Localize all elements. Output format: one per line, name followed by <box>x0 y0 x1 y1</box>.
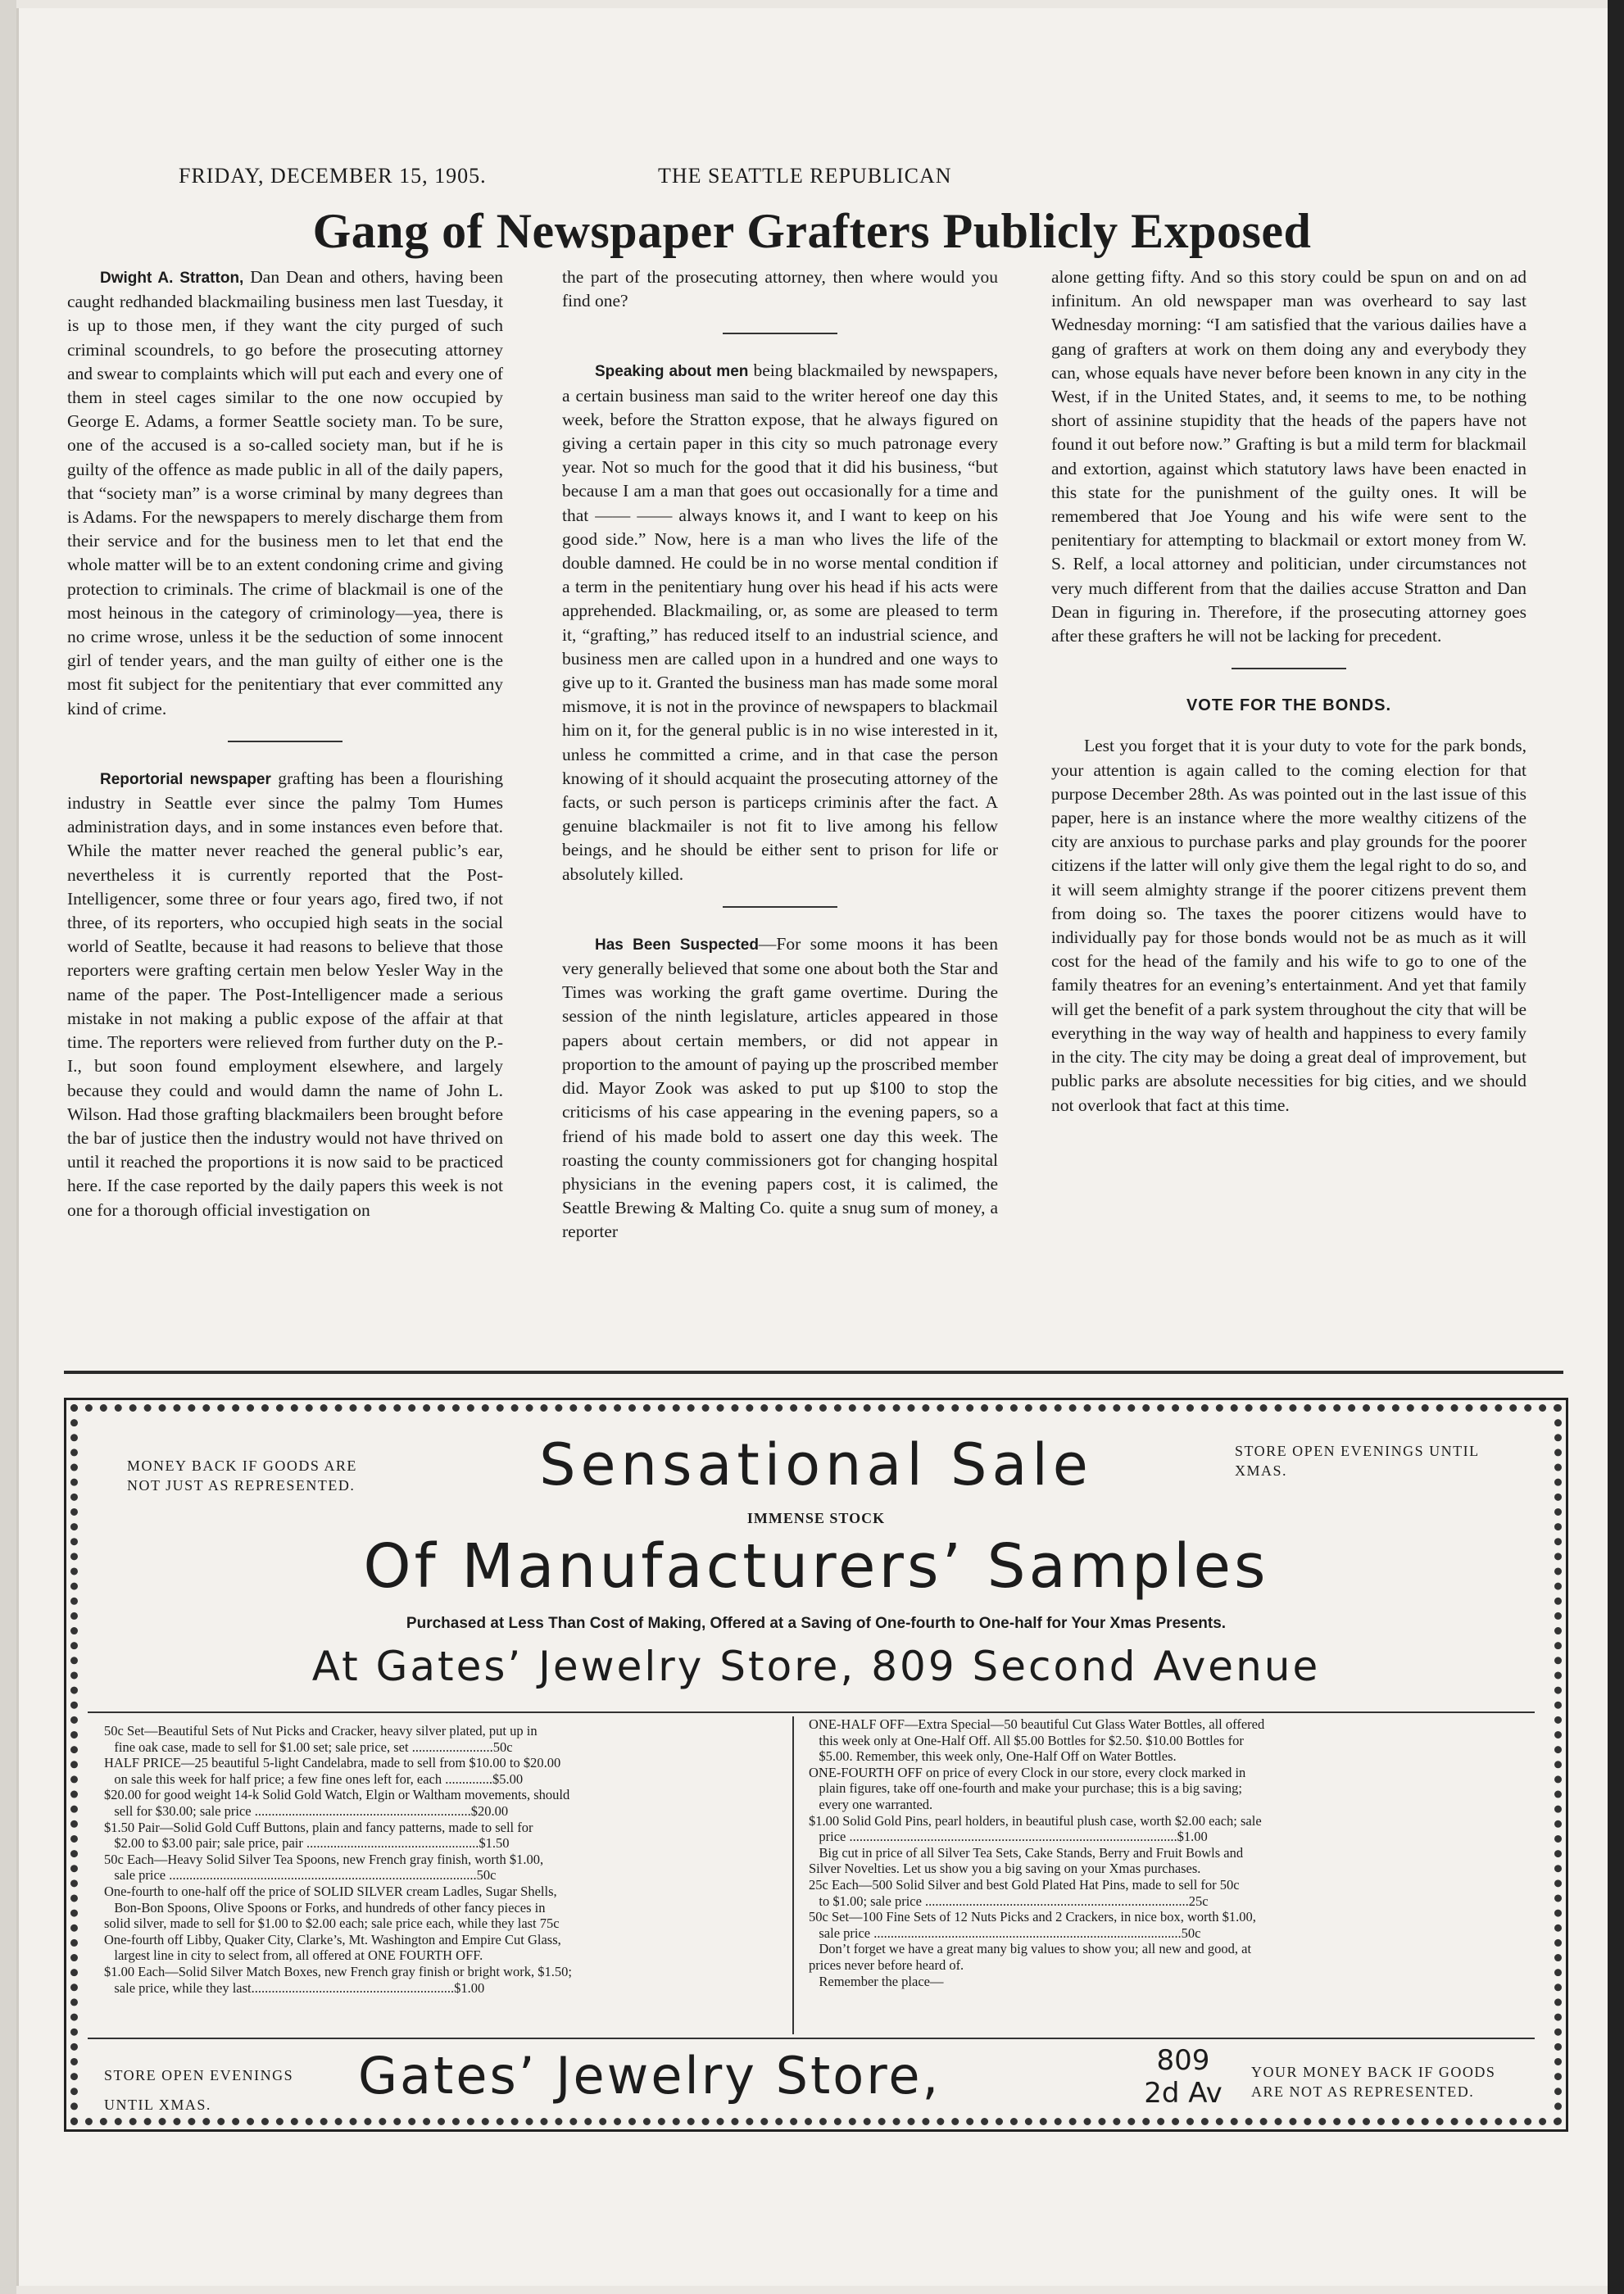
page-header <box>0 164 1624 197</box>
ad-title-sensational: Sensational Sale <box>539 1431 1093 1498</box>
page-left-edge <box>0 0 16 2294</box>
ad-item-line: this week only at One-Half Off. All $5.00 Bottles for $2.50. $10.00 Bottles for <box>809 1732 1244 1748</box>
ad-items-left <box>104 1723 784 1996</box>
paragraph-text: being blackmailed by newspapers, a certain business man said to the writer hereof one day this week, before the Stratton expose, that he always figured on giving a certain paper in this city so much patronage every year. Not so much for the good that it did his business, “but because I am a man that goes out occasionally for a time and that —— —— always knows it, and I want to keep on his good side.” Now, here is a man who lives the life of the double damned. He could be in no worse mental condition if a term in the penitentiary hung over his head if his acts were apprehended. Blackmailing, or, as some are pleased to term it, “grafting,” has reduced itself to an industrial science, and business men are called upon in a hundred and one ways to give up to it. Granted the business man has made some moral mismove, it is not in the province of newspapers to blackmail him on it, for the general public is in no wise interested in it, unless he committed a crime, and in that case the person knowing of it should acquaint the prosecuting attorney of the facts, or such person is particeps criminis after the fact. A genuine blackmailer is not fit to live among his fellow beings, and he should be either sent to prison for life or absolutely killed. <box>562 360 998 884</box>
article-column-2 <box>562 265 998 1244</box>
ad-list-top-rule <box>88 1711 1535 1713</box>
ad-item-line: $1.00 Each—Solid Silver Match Boxes, new French gray finish or bright work, $1.50; <box>104 1963 572 1979</box>
ad-item-line: sale price ...........................................................................................50c <box>809 1925 1201 1941</box>
ad-bottom-store-name: Gates’ Jewelry Store, <box>358 2046 941 2106</box>
ad-item-line: Remember the place— <box>809 1973 944 1989</box>
subheading-vote-bonds: VOTE FOR THE BONDS. <box>1186 696 1392 715</box>
ad-list-column-divider <box>792 1716 794 2034</box>
ad-item-line: $2.00 to $3.00 pair; sale price, pair ...................................................$1.50 <box>104 1835 510 1852</box>
ad-list-bottom-rule <box>88 2038 1535 2039</box>
ad-item-line: Bon-Bon Spoons, Olive Spoons or Forks, and hundreds of other fancy pieces in <box>104 1899 546 1915</box>
section-rule <box>723 333 837 334</box>
ad-item-line: Don’t forget we have a great many big values to show you; all new and good, at <box>809 1941 1252 1957</box>
paragraph-suspected <box>562 932 998 1244</box>
ad-item-line: HALF PRICE—25 beautiful 5-light Candelabra, made to sell from $10.00 to $20.00 <box>104 1755 561 1771</box>
ad-item-line: ONE-FOURTH OFF on price of every Clock in our store, every clock marked in <box>809 1764 1246 1780</box>
store-hours-bottom: STORE OPEN EVENINGS UNTIL XMAS. <box>104 2067 294 2113</box>
ad-item-line: sell for $30.00; sale price ................................................................$20.00 <box>104 1802 509 1819</box>
ad-item-line: $1.00 Solid Gold Pins, pearl holders, in beautiful plush case, worth $2.00 each; sale <box>809 1812 1262 1829</box>
store-hours-note: STORE OPEN EVENINGS UNTIL XMAS. <box>1235 1443 1479 1479</box>
ad-item-line: Silver Novelties. Let us show you a big saving on your Xmas purchases. <box>809 1861 1201 1877</box>
paragraph-continued: alone getting fifty. And so this story could be spun on and on ad infinitum. An old newspaper man was overheard to say last Wednesday morning: “I am satisfied that the various dailies have a gang of grafters at work on them doing any and everybody they can, whose equals have never before been known in any city in the West, if in the United States, and, it seems to me, to be nothing short of assinine stupidity that the heads of the papers have not found it out before now.” Grafting is but a mild term for blackmail and extortion, against which statutory laws have been enacted in this state for the punishment of the guilty ones. It will be remembered that Joe Young and his wife were sent to the penitentiary for attempting to blackmail or extort money from W. S. Relf, a local attorney and politician, under circumstances not very much different from that the dailies accuse Stratton and Dan Dean in figuring in. Therefore, if the prosecuting attorney goes after these grafters he will not be lacking for precedent. <box>1051 267 1526 646</box>
article-column-1 <box>67 265 503 1222</box>
paragraph-text: grafting has been a flourishing industry in Seattle ever since the palmy Tom Humes administration days, and in some instances even before that. While the matter never reached the general public’s ear, nevertheless it is currently reported that the Post-Intelligencer, some three or four years ago, fired two, if not three, of its reporters, who occupied high seats in the social world of Seatlte, because it had reasons to believe that those reporters were grafting certain men below Yesler Way in the name of the paper. The Post-Intelligencer made a serious mistake in not making a public expose of the affair at that time. The reporters were relieved from further duty on the P.-I., but soon found employment elsewhere, and largely because they could and would damn the name of John L. Wilson. Had those grafting blackmailers been brought before the bar of justice then the industry would not have thrived on until it reached the proportions it is now said to be practiced here. If the case reported by the daily papers this week is not one for a thorough official investigation on <box>67 768 503 1220</box>
advertisement-box <box>64 1398 1568 2132</box>
paragraph-bonds: Lest you forget that it is your duty to vote for the park bonds, your attention is again called to the coming election for that purpose December 28th. As was pointed out in the last issue of this paper, here is an instance where the more wealthy citizens of the city are anxious to purchase parks and play grounds for the poorer citizens if the latter will only give them the legal right to do so, and it will seem almighty strange if the poorer citizens prevent them from doing so. The taxes the poorer citizens would have to individually pay for those bonds would not be as much as it will cost for the head of the family and his wife to go to one of the family theatres for an evening’s entertainment. And yet that family will get the benefit of a park system throughout the city that will be everything in the way way of health and happiness to every family in the city. The city may be doing a great deal of improvement, but public parks are absolute necessities for big cities, and we should not overlook that fact at this time. <box>1051 736 1526 1115</box>
ad-store-line: At Gates’ Jewelry Store, 809 Second Avenue <box>311 1643 1321 1690</box>
ad-item-line: sale price, while they last............................................................$1.00 <box>104 1979 485 1996</box>
ad-item-line: largest line in city to select from, all offered at ONE FOURTH OFF. <box>104 1947 483 1964</box>
paragraph-stratton <box>67 265 503 721</box>
paragraph-text: —For some moons it has been very generally believed that some one about both the Star and Times was working the graft game overtime. During the session of the ninth legislature, articles appeared in those papers about certain members, or did not appear in proportion to the amount of paying up the proscribed member did. Mayor Zook was asked to put up $100 to stop the criticisms of his case appearing in the evening papers, so a friend of his made bold to assert one day this week. The roasting the county commissioners got for changing hospital physicians in the evening papers cost, it is calimed, the Seattle Brewing & Malting Co. quite a snug sum of money, a reporter <box>562 933 998 1242</box>
issue-date: FRIDAY, DECEMBER 15, 1905. <box>179 164 487 188</box>
ad-item-line: 50c Each—Heavy Solid Silver Tea Spoons, new French gray finish, worth $1.00, <box>104 1851 544 1867</box>
ad-item-line: 50c Set—100 Fine Sets of 12 Nuts Picks and 2 Crackers, in nice box, worth $1.00, <box>809 1909 1256 1925</box>
page-divider <box>64 1371 1563 1374</box>
ad-item-line: 50c Set—Beautiful Sets of Nut Picks and Cracker, heavy silver plated, put up in <box>104 1723 538 1739</box>
paragraph-continued: the part of the prosecuting attorney, then where would you find one? <box>562 267 998 311</box>
newspaper-name: THE SEATTLE REPUBLICAN <box>658 164 952 188</box>
ad-item-line: every one warranted. <box>809 1796 933 1812</box>
ad-title-samples: Of Manufacturers’ Samples <box>363 1531 1269 1602</box>
ad-items-right <box>809 1716 1530 1989</box>
ad-item-line: price .................................................................................................$1.00 <box>809 1829 1208 1845</box>
money-back-bottom: YOUR MONEY BACK IF GOODS ARE NOT AS REPRESENTED. <box>1251 2064 1496 2100</box>
ad-item-line: $20.00 for good weight 14-k Solid Gold Watch, Elgin or Waltham movements, should <box>104 1787 570 1803</box>
lead-in: Dwight A. Stratton, <box>100 270 244 287</box>
ad-item-line: sale price ...........................................................................................50c <box>104 1867 497 1884</box>
lead-in: Reportorial newspaper <box>100 770 271 788</box>
main-headline: Gang of Newspaper Grafters Publicly Exposed <box>312 204 1312 258</box>
ad-item-line: prices never before heard of. <box>809 1956 964 1973</box>
lead-in: Has Been Suspected <box>595 936 759 954</box>
money-back-note: MONEY BACK IF GOODS ARE NOT JUST AS REPRESENTED. <box>127 1458 357 1494</box>
ad-item-line: solid silver, made to sell for $1.00 to $2.00 each; sale price each, while they last 75c <box>104 1915 560 1932</box>
paragraph-reportorial <box>67 767 503 1222</box>
ad-item-line: One-fourth off Libby, Quaker City, Clarke’s, Mt. Washington and Empire Cut Glass, <box>104 1931 561 1947</box>
ad-bottom-street-number: 809 <box>1156 2044 1210 2077</box>
article-column-3 <box>1051 265 1526 1118</box>
ad-item-line: plain figures, take off one-fourth and make your purchase; this is a big saving; <box>809 1780 1242 1797</box>
ad-item-line: 25c Each—500 Solid Silver and best Gold Plated Hat Pins, made to sell for 50c <box>809 1876 1240 1893</box>
immense-stock-label: IMMENSE STOCK <box>746 1510 886 1526</box>
ad-item-line: fine oak case, made to sell for $1.00 set; sale price, set ........................50c <box>104 1739 513 1755</box>
ad-item-line: $1.50 Pair—Solid Gold Cuff Buttons, plain and fancy patterns, made to sell for <box>104 1819 533 1835</box>
section-rule <box>1232 668 1346 669</box>
ad-item-line: One-fourth to one-half off the price of SOLID SILVER cream Ladles, Sugar Shells, <box>104 1883 557 1899</box>
ad-item-line: $5.00. Remember, this week only, One-Half Off on Water Bottles. <box>809 1748 1177 1765</box>
ad-item-line: to $1.00; sale price ..............................................................................25c <box>809 1893 1209 1909</box>
ad-bottom-avenue: 2d Av <box>1144 2077 1223 2110</box>
advertisement-content <box>88 1421 1545 2113</box>
ad-item-line: on sale this week for half price; a few fine ones left for, each ..............$5.00 <box>104 1770 524 1787</box>
page-right-edge <box>1608 0 1624 2294</box>
paragraph-text: Dan Dean and others, having been caught redhanded blackmailing business men last Tuesday, it is up to those men, if they want the city purged of such criminal scoundrels, to go before the prosecuting attorney and swear to complaints which will put each and every one of them in steel cages similar to the one now occupied by George E. Adams, a former Seattle society man. To be sure, one of the accused is a so-called society man, but if he is guilty of the offence as made public in all of the daily papers, that “society man” is a worse criminal by many degrees than is Adams. For the newspapers to merely discharge them from their service and for the business men to let that end the whole matter will be to an extent condoning crime and giving protection to criminals. The crime of blackmail is one of the most heinous in the category of criminology—yea, there is no crime wrose, unless it be the seduction of some innocent girl of tender years, and the man guilty of either one is the most fit subject for the penitentiary that ever committed any kind of crime. <box>67 267 504 719</box>
section-rule <box>723 906 837 908</box>
paragraph-speaking <box>562 359 998 886</box>
section-rule <box>228 741 342 742</box>
ad-item-line: Big cut in price of all Silver Tea Sets, Cake Stands, Berry and Fruit Bowls and <box>809 1844 1244 1861</box>
ad-item-line: ONE-HALF OFF—Extra Special—50 beautiful Cut Glass Water Bottles, all offered <box>809 1716 1265 1732</box>
lead-in: Speaking about men <box>595 363 749 381</box>
ad-subtitle: Purchased at Less Than Cost of Making, Offered at a Saving of One-fourth to One-half for Your Xmas Presents. <box>406 1615 1227 1632</box>
